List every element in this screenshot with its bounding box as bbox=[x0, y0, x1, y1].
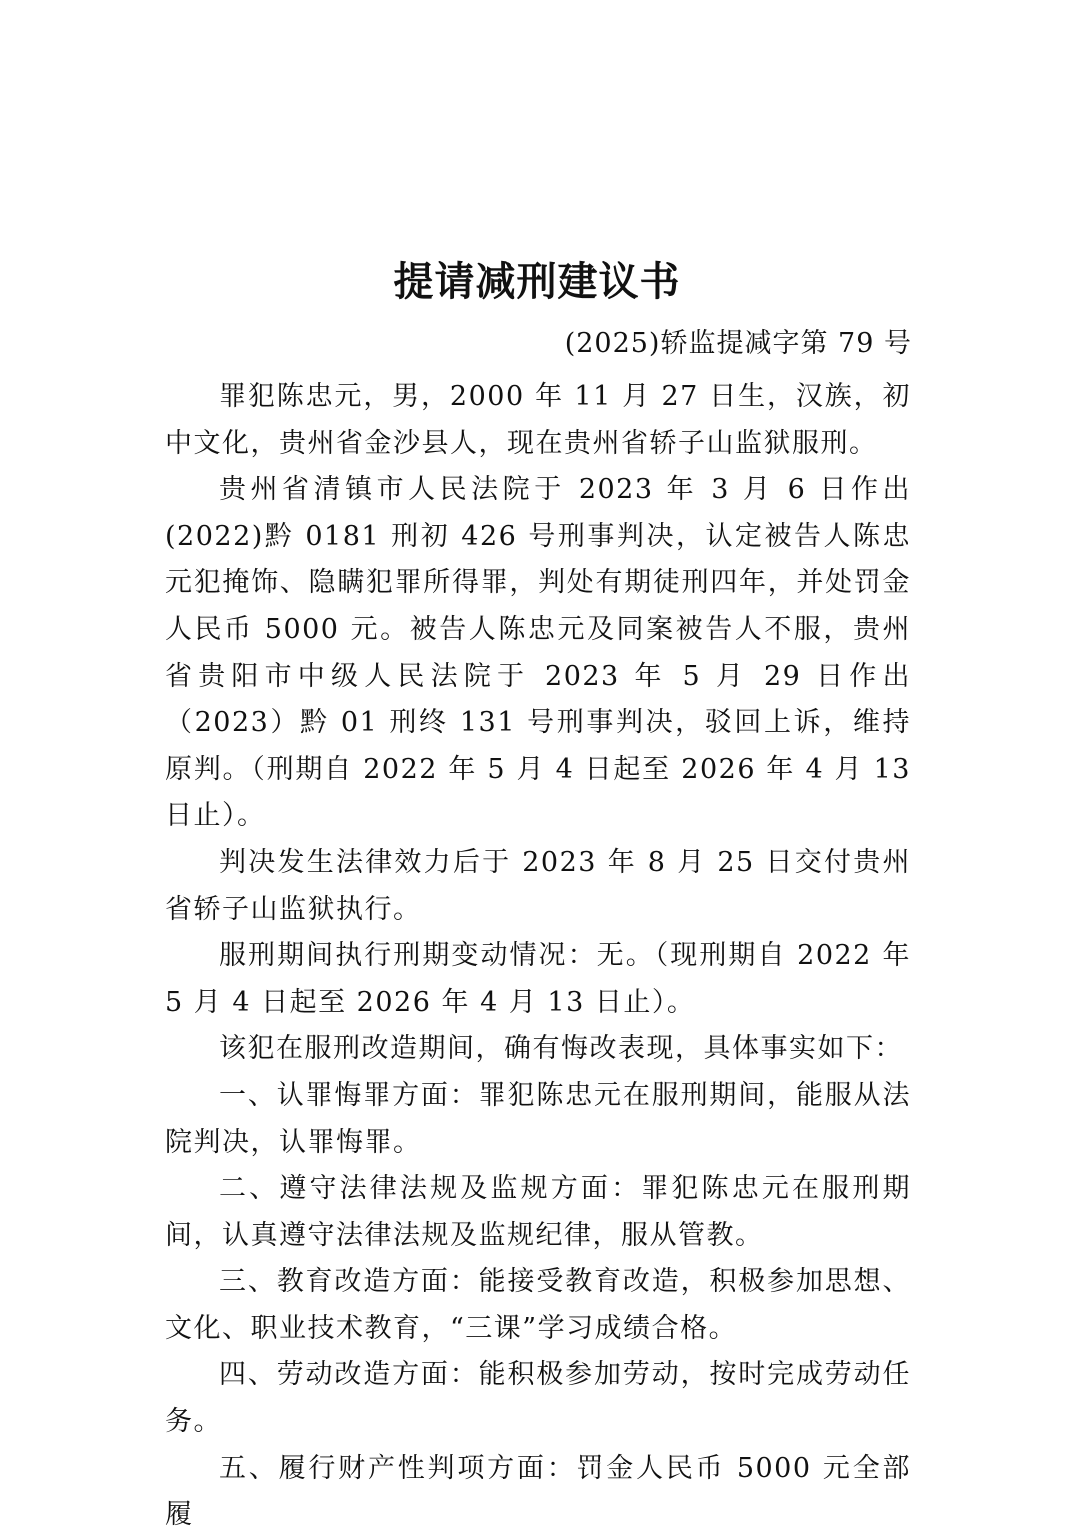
paragraph-personal-info: 罪犯陈忠元，男，2000 年 11 月 27 日生，汉族，初中文化，贵州省金沙县人，现在贵州省轿子山监狱服刑。 bbox=[165, 381, 911, 459]
document-number: (2025)轿监提减字第 79 号 bbox=[564, 328, 912, 359]
paragraph-point-1: 一、认罪悔罪方面：罪犯陈忠元在服刑期间，能服从法院判决，认罪悔罪。 bbox=[165, 1079, 911, 1158]
paragraph-point-4: 四、劳动改造方面：能积极参加劳动，按时完成劳动任务。 bbox=[165, 1359, 911, 1438]
paragraph-point-3: 三、教育改造方面：能接受教育改造，积极参加思想、文化、职业技术教育，“三课”学习成绩合格。 bbox=[165, 1266, 911, 1344]
paragraph-point-2: 二、遵守法律法规及监规方面：罪犯陈忠元在服刑期间，认真遵守法律法规及监规纪律，服从管教。 bbox=[165, 1173, 911, 1251]
paragraph-execution: 判决发生法律效力后于 2023 年 8 月 25 日交付贵州省轿子山监狱执行。 bbox=[165, 846, 911, 925]
paragraph-repentance-intro: 该犯在服刑改造期间，确有悔改表现，具体事实如下： bbox=[219, 1033, 903, 1065]
paragraph-point-5: 五、履行财产性判项方面：罚金人民币 5000 元全部履 bbox=[165, 1452, 911, 1531]
paragraph-sentence-change: 服刑期间执行刑期变动情况：无。（现刑期自 2022 年 5 月 4 日起至 2026 年 4 月 13 日止）。 bbox=[165, 940, 911, 1018]
paragraph-judgment: 贵州省清镇市人民法院于 2023 年 3 月 6 日作出(2022)黔 0181 刑初 426 号刑事判决，认定被告人陈忠元犯掩饰、隐瞒犯罪所得罪，判处有期徒刑四年，并处罚金人民币 5000 元。被告人陈忠元及同案被告人不服，贵州省贵阳市中级人民法院于 2023 年 5 月 29 日作出（2023）黔 01 刑终 131 号刑事判决，驳回上诉，维持原判。（刑期自 2022 年 5 月 4 日起至 2026 年 4 月 13 日止）。 bbox=[165, 474, 911, 832]
document-title: 提请减刑建议书 bbox=[393, 258, 681, 305]
document-body bbox=[165, 374, 911, 1539]
